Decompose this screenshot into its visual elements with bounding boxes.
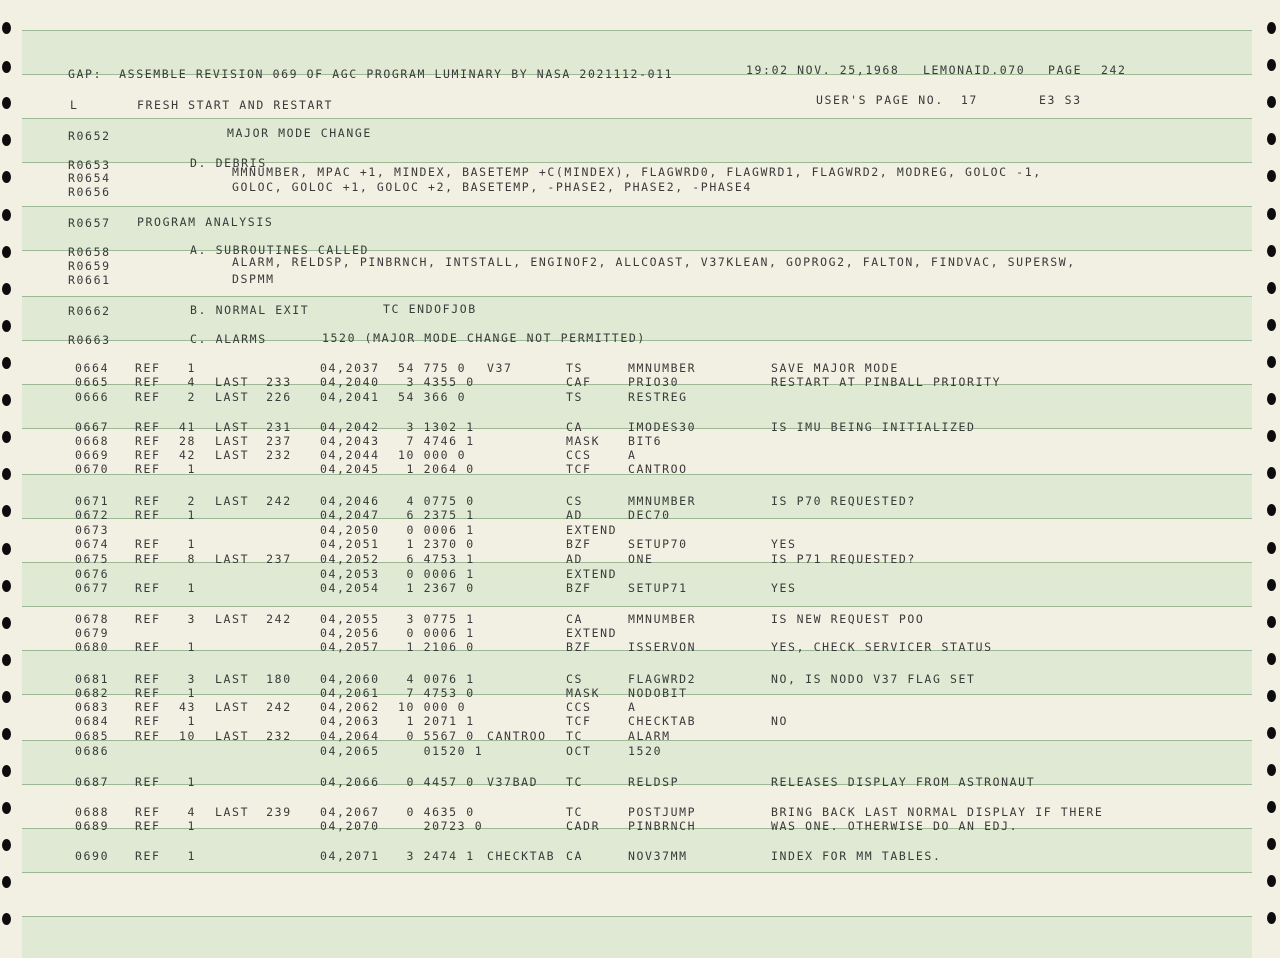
listing-comment: RESTART AT PINBALL PRIORITY	[771, 375, 1002, 389]
listing-ref: REF	[135, 849, 161, 863]
listing-code: 0 0006 1	[398, 626, 475, 640]
listing-line: 0687	[75, 775, 110, 789]
feed-hole	[1267, 912, 1276, 924]
feed-hole	[2, 246, 11, 258]
listing-ref: REF	[135, 537, 161, 551]
feed-hole	[2, 431, 11, 443]
feed-hole	[2, 839, 11, 851]
listing-operand: POSTJUMP	[628, 805, 697, 819]
listing-addr: 04,2037	[320, 361, 380, 375]
listing-line: 0665	[75, 375, 110, 389]
listing-code: 3 1302 1	[398, 420, 475, 434]
note-id: R0656	[68, 185, 111, 199]
listing-label: CHECKTAB	[487, 849, 556, 863]
timestamp: 19:02 NOV. 25,1968	[746, 63, 900, 77]
listing-line: 0669	[75, 448, 110, 462]
rule-line	[22, 872, 1252, 873]
listing-comment: IS NEW REQUEST POO	[771, 612, 925, 626]
listing-last: LAST 239	[215, 805, 292, 819]
note-text: C. ALARMS	[190, 332, 267, 346]
listing-n: 28	[178, 434, 196, 448]
note-id: R0654	[68, 171, 111, 185]
listing-n: 1	[187, 508, 196, 522]
feed-hole	[2, 134, 11, 146]
listing-comment: RELEASES DISPLAY FROM ASTRONAUT	[771, 775, 1036, 789]
feed-hole	[2, 802, 11, 814]
listing-n: 4	[187, 805, 196, 819]
note-text: GOLOC, GOLOC +1, GOLOC +2, BASETEMP, -PHASE2, PHASE2, -PHASE4	[232, 180, 752, 194]
listing-n: 4	[187, 375, 196, 389]
listing-ref: REF	[135, 819, 161, 833]
listing-ref: REF	[135, 420, 161, 434]
note-id: R0662	[68, 304, 111, 318]
listing-ref: REF	[135, 552, 161, 566]
listing-line: 0678	[75, 612, 110, 626]
listing-line: 0689	[75, 819, 110, 833]
listing-last: LAST 233	[215, 375, 292, 389]
listing-n: 43	[178, 700, 196, 714]
listing-operand: NOV37MM	[628, 849, 688, 863]
listing-code: 0 4635 0	[398, 805, 475, 819]
listing-addr: 04,2067	[320, 805, 380, 819]
listing-n: 3	[187, 672, 196, 686]
listing-code: 01520 1	[398, 744, 484, 758]
feed-hole	[1267, 59, 1276, 71]
listing-operand: ALARM	[628, 729, 671, 743]
rule-line	[22, 606, 1252, 607]
listing-code: 54 366 0	[398, 390, 467, 404]
feed-hole	[2, 61, 11, 73]
listing-operand: NODOBIT	[628, 686, 688, 700]
listing-ref: REF	[135, 672, 161, 686]
listing-n: 1	[187, 361, 196, 375]
listing-code: 0 0006 1	[398, 523, 475, 537]
listing-last: LAST 232	[215, 448, 292, 462]
listing-op: CCS	[566, 700, 592, 714]
listing-op: CA	[566, 612, 584, 626]
feed-hole	[2, 691, 11, 703]
listing-op: TCF	[566, 462, 592, 476]
section-title: FRESH START AND RESTART	[137, 98, 334, 112]
listing-code: 10 000 0	[398, 448, 467, 462]
listing-comment: IS P71 REQUESTED?	[771, 552, 916, 566]
feed-hole	[2, 765, 11, 777]
listing-addr: 04,2064	[320, 729, 380, 743]
lemonaid-version: LEMONAID.070	[923, 63, 1026, 77]
listing-code: 7 4753 0	[398, 686, 475, 700]
listing-op: CS	[566, 494, 584, 508]
listing-op: BZF	[566, 581, 592, 595]
listing-op: AD	[566, 552, 584, 566]
listing-op: TC	[566, 729, 584, 743]
listing-operand: PINBRNCH	[628, 819, 697, 833]
listing-line: 0679	[75, 626, 110, 640]
feed-hole	[1267, 467, 1276, 479]
listing-n: 1	[187, 462, 196, 476]
listing-op: CAF	[566, 375, 592, 389]
note-id: R0657	[68, 216, 111, 230]
note-text: ALARM, RELDSP, PINBRNCH, INTSTALL, ENGINOF2, ALLCOAST, V37KLEAN, GOPROG2, FALTON, FINDVAC, SUPERSW,	[232, 255, 1076, 269]
rule-line	[22, 30, 1252, 31]
green-band	[22, 916, 1252, 958]
listing-n: 1	[187, 581, 196, 595]
listing-n: 1	[187, 849, 196, 863]
listing-ref: REF	[135, 390, 161, 404]
listing-code: 4 0775 0	[398, 494, 475, 508]
note-text: MAJOR MODE CHANGE	[227, 126, 372, 140]
listing-comment: YES	[771, 581, 797, 595]
note-id: R0653	[68, 158, 111, 172]
listing-n: 8	[187, 552, 196, 566]
note-id: R0663	[68, 333, 111, 347]
listing-operand: A	[628, 448, 637, 462]
listing-ref: REF	[135, 361, 161, 375]
note-text: B. NORMAL EXIT	[190, 303, 310, 317]
listing-n: 10	[178, 729, 196, 743]
listing-code: 3 2474 1	[398, 849, 475, 863]
listing-operand: MMNUMBER	[628, 494, 697, 508]
listing-n: 1	[187, 537, 196, 551]
feed-hole	[2, 728, 11, 740]
listing-operand: A	[628, 700, 637, 714]
listing-ref: REF	[135, 581, 161, 595]
listing-op: TS	[566, 390, 584, 404]
listing-last: LAST 242	[215, 700, 292, 714]
listing-last: LAST 232	[215, 729, 292, 743]
listing-line: 0690	[75, 849, 110, 863]
listing-line: 0680	[75, 640, 110, 654]
listing-label: CANTROO	[487, 729, 547, 743]
listing-op: CA	[566, 849, 584, 863]
listing-addr: 04,2063	[320, 714, 380, 728]
listing-ref: REF	[135, 508, 161, 522]
listing-code: 20723 0	[398, 819, 484, 833]
listing-code: 6 2375 1	[398, 508, 475, 522]
feed-hole	[1267, 875, 1276, 887]
listing-label: V37BAD	[487, 775, 539, 789]
feed-hole	[2, 505, 11, 517]
feed-hole	[2, 913, 11, 925]
listing-line: 0682	[75, 686, 110, 700]
feed-hole	[2, 209, 11, 221]
listing-operand: MMNUMBER	[628, 361, 697, 375]
note-text: D. DEBRIS	[190, 156, 267, 170]
listing-addr: 04,2062	[320, 700, 380, 714]
listing-code: 54 775 0	[398, 361, 467, 375]
listing-addr: 04,2046	[320, 494, 380, 508]
listing-comment: IS IMU BEING INITIALIZED	[771, 420, 976, 434]
feed-hole	[1267, 22, 1276, 34]
listing-operand: IMODES30	[628, 420, 697, 434]
listing-code: 6 4753 1	[398, 552, 475, 566]
listing-ref: REF	[135, 714, 161, 728]
listing-operand: 1520	[628, 744, 663, 758]
listing-operand: CHECKTAB	[628, 714, 697, 728]
feed-hole	[1267, 170, 1276, 182]
listing-op: TS	[566, 361, 584, 375]
note-text: DSPMM	[232, 272, 275, 286]
listing-addr: 04,2040	[320, 375, 380, 389]
feed-hole	[1267, 133, 1276, 145]
feed-hole	[1267, 282, 1276, 294]
listing-op: TC	[566, 775, 584, 789]
feed-hole	[2, 357, 11, 369]
rule-line	[22, 206, 1252, 207]
listing-op: BZF	[566, 537, 592, 551]
listing-addr: 04,2053	[320, 567, 380, 581]
listing-n: 3	[187, 612, 196, 626]
listing-last: LAST 180	[215, 672, 292, 686]
listing-line: 0681	[75, 672, 110, 686]
listing-op: CADR	[566, 819, 601, 833]
listing-code: 10 000 0	[398, 700, 467, 714]
listing-ref: REF	[135, 700, 161, 714]
listing-addr: 04,2070	[320, 819, 380, 833]
listing-line: 0673	[75, 523, 110, 537]
listing-code: 1 2106 0	[398, 640, 475, 654]
listing-n: 42	[178, 448, 196, 462]
listing-operand: ISSERVON	[628, 640, 697, 654]
rule-line	[22, 118, 1252, 119]
feed-hole	[2, 394, 11, 406]
listing-addr: 04,2055	[320, 612, 380, 626]
feed-hole	[1267, 208, 1276, 220]
listing-comment: YES, CHECK SERVICER STATUS	[771, 640, 993, 654]
feed-hole	[1267, 319, 1276, 331]
listing-line: 0676	[75, 567, 110, 581]
listing-line: 0685	[75, 729, 110, 743]
feed-hole	[1267, 616, 1276, 628]
listing-comment: INDEX FOR MM TABLES.	[771, 849, 942, 863]
feed-hole	[1267, 690, 1276, 702]
listing-n: 2	[187, 494, 196, 508]
note-id: R0652	[68, 129, 111, 143]
feed-hole	[1267, 838, 1276, 850]
listing-code: 1 2367 0	[398, 581, 475, 595]
feed-hole	[2, 22, 11, 34]
feed-hole	[1267, 245, 1276, 257]
feed-hole	[1267, 96, 1276, 108]
listing-addr: 04,2066	[320, 775, 380, 789]
feed-hole	[2, 171, 11, 183]
listing-addr: 04,2047	[320, 508, 380, 522]
listing-last: LAST 231	[215, 420, 292, 434]
note-id: R0661	[68, 273, 111, 287]
listing-line: 0683	[75, 700, 110, 714]
listing-code: 1 2064 0	[398, 462, 475, 476]
listing-code: 1 2071 1	[398, 714, 475, 728]
listing-line: 0686	[75, 744, 110, 758]
listing-addr: 04,2051	[320, 537, 380, 551]
listing-addr: 04,2065	[320, 744, 380, 758]
listing-op: CS	[566, 672, 584, 686]
listing-addr: 04,2042	[320, 420, 380, 434]
page-number: 242	[1101, 63, 1127, 77]
listing-line: 0670	[75, 462, 110, 476]
listing-line: 0674	[75, 537, 110, 551]
listing-addr: 04,2044	[320, 448, 380, 462]
listing-ref: REF	[135, 640, 161, 654]
listing-addr: 04,2056	[320, 626, 380, 640]
feed-hole	[2, 580, 11, 592]
listing-ref: REF	[135, 434, 161, 448]
listing-line: 0684	[75, 714, 110, 728]
listing-last: LAST 237	[215, 552, 292, 566]
listing-code: 0 0006 1	[398, 567, 475, 581]
feed-hole	[1267, 504, 1276, 516]
feed-hole	[2, 97, 11, 109]
feed-hole	[2, 543, 11, 555]
listing-operand: RELDSP	[628, 775, 680, 789]
listing-code: 1 2370 0	[398, 537, 475, 551]
listing-code: 7 4746 1	[398, 434, 475, 448]
listing-op: BZF	[566, 640, 592, 654]
listing-comment: IS P70 REQUESTED?	[771, 494, 916, 508]
note-id: R0658	[68, 245, 111, 259]
listing-last: LAST 242	[215, 494, 292, 508]
listing-n: 1	[187, 775, 196, 789]
listing-op: OCT	[566, 744, 592, 758]
listing-op: CA	[566, 420, 584, 434]
listing-op: EXTEND	[566, 523, 618, 537]
listing-ref: REF	[135, 375, 161, 389]
listing-code: 3 0775 1	[398, 612, 475, 626]
listing-n: 41	[178, 420, 196, 434]
listing-comment: NO, IS NODO V37 FLAG SET	[771, 672, 976, 686]
note-text: MMNUMBER, MPAC +1, MINDEX, BASETEMP +C(MINDEX), FLAGWRD0, FLAGWRD1, FLAGWRD2, MODREG, GOLOC -1,	[232, 165, 1042, 179]
listing-addr: 04,2043	[320, 434, 380, 448]
listing-line: 0671	[75, 494, 110, 508]
feed-hole	[2, 876, 11, 888]
page-label: PAGE	[1048, 63, 1083, 77]
listing-addr: 04,2071	[320, 849, 380, 863]
feed-hole	[1267, 727, 1276, 739]
listing-op: MASK	[566, 434, 601, 448]
listing-operand: FLAGWRD2	[628, 672, 697, 686]
listing-operand: SETUP70	[628, 537, 688, 551]
listing-op: TCF	[566, 714, 592, 728]
feed-hole	[2, 617, 11, 629]
listing-last: LAST 242	[215, 612, 292, 626]
listing-ref: REF	[135, 805, 161, 819]
listing-op: EXTEND	[566, 626, 618, 640]
note-text: TC ENDOFJOB	[383, 302, 477, 316]
note-id: R0659	[68, 259, 111, 273]
listing-line: 0668	[75, 434, 110, 448]
listing-operand: BIT6	[628, 434, 663, 448]
listing-addr: 04,2060	[320, 672, 380, 686]
listing-last: LAST 237	[215, 434, 292, 448]
feed-hole	[2, 320, 11, 332]
listing-operand: DEC70	[628, 508, 671, 522]
listing-operand: ONE	[628, 552, 654, 566]
gap-header: GAP: ASSEMBLE REVISION 069 OF AGC PROGRAM LUMINARY BY NASA 2021112-011	[68, 67, 674, 81]
listing-code: 4 0076 1	[398, 672, 475, 686]
listing-op: TC	[566, 805, 584, 819]
listing-operand: SETUP71	[628, 581, 688, 595]
listing-line: 0664	[75, 361, 110, 375]
feed-hole	[1267, 393, 1276, 405]
feed-hole	[1267, 801, 1276, 813]
feed-hole	[2, 283, 11, 295]
listing-ref: REF	[135, 448, 161, 462]
listing-line: 0675	[75, 552, 110, 566]
feed-hole	[2, 468, 11, 480]
listing-n: 1	[187, 714, 196, 728]
listing-ref: REF	[135, 775, 161, 789]
listing-operand: RESTREG	[628, 390, 688, 404]
listing-operand: PRIO30	[628, 375, 680, 389]
listing-line: 0688	[75, 805, 110, 819]
listing-ref: REF	[135, 612, 161, 626]
listing-last: LAST 226	[215, 390, 292, 404]
listing-op: CCS	[566, 448, 592, 462]
listing-label: V37	[487, 361, 513, 375]
listing-line: 0667	[75, 420, 110, 434]
listing-addr: 04,2045	[320, 462, 380, 476]
feed-hole	[1267, 430, 1276, 442]
users-page-number: USER'S PAGE NO. 17	[816, 93, 978, 107]
listing-addr: 04,2052	[320, 552, 380, 566]
rule-line	[22, 296, 1252, 297]
note-text: PROGRAM ANALYSIS	[137, 215, 274, 229]
listing-addr: 04,2050	[320, 523, 380, 537]
listing-line: 0672	[75, 508, 110, 522]
feed-hole	[1267, 579, 1276, 591]
listing-comment: YES	[771, 537, 797, 551]
feed-hole	[1267, 653, 1276, 665]
listing-operand: MMNUMBER	[628, 612, 697, 626]
listing-ref: REF	[135, 462, 161, 476]
listing-n: 1	[187, 819, 196, 833]
listing-ref: REF	[135, 729, 161, 743]
listing-n: 1	[187, 686, 196, 700]
listing-addr: 04,2041	[320, 390, 380, 404]
feed-hole	[1267, 542, 1276, 554]
listing-ref: REF	[135, 686, 161, 700]
listing-op: EXTEND	[566, 567, 618, 581]
listing-line: 0677	[75, 581, 110, 595]
listing-comment: BRING BACK LAST NORMAL DISPLAY IF THERE	[771, 805, 1104, 819]
e-s-code: E3 S3	[1039, 93, 1082, 107]
listing-addr: 04,2061	[320, 686, 380, 700]
listing-line: 0666	[75, 390, 110, 404]
listing-code: 0 4457 0	[398, 775, 475, 789]
listing-comment: NO	[771, 714, 789, 728]
listing-op: MASK	[566, 686, 601, 700]
section-letter: L	[70, 98, 79, 112]
listing-comment: WAS ONE. OTHERWISE DO AN EDJ.	[771, 819, 1019, 833]
listing-operand: CANTROO	[628, 462, 688, 476]
listing-code: 0 5567 0	[398, 729, 475, 743]
listing-n: 2	[187, 390, 196, 404]
listing-addr: 04,2054	[320, 581, 380, 595]
feed-hole	[1267, 356, 1276, 368]
feed-hole	[2, 654, 11, 666]
feed-hole	[1267, 764, 1276, 776]
note-text: 1520 (MAJOR MODE CHANGE NOT PERMITTED)	[322, 331, 646, 345]
listing-comment: SAVE MAJOR MODE	[771, 361, 899, 375]
listing-addr: 04,2057	[320, 640, 380, 654]
rule-line	[22, 916, 1252, 917]
listing-code: 3 4355 0	[398, 375, 475, 389]
listing-n: 1	[187, 640, 196, 654]
listing-op: AD	[566, 508, 584, 522]
listing-ref: REF	[135, 494, 161, 508]
note-text: A. SUBROUTINES CALLED	[190, 243, 369, 257]
